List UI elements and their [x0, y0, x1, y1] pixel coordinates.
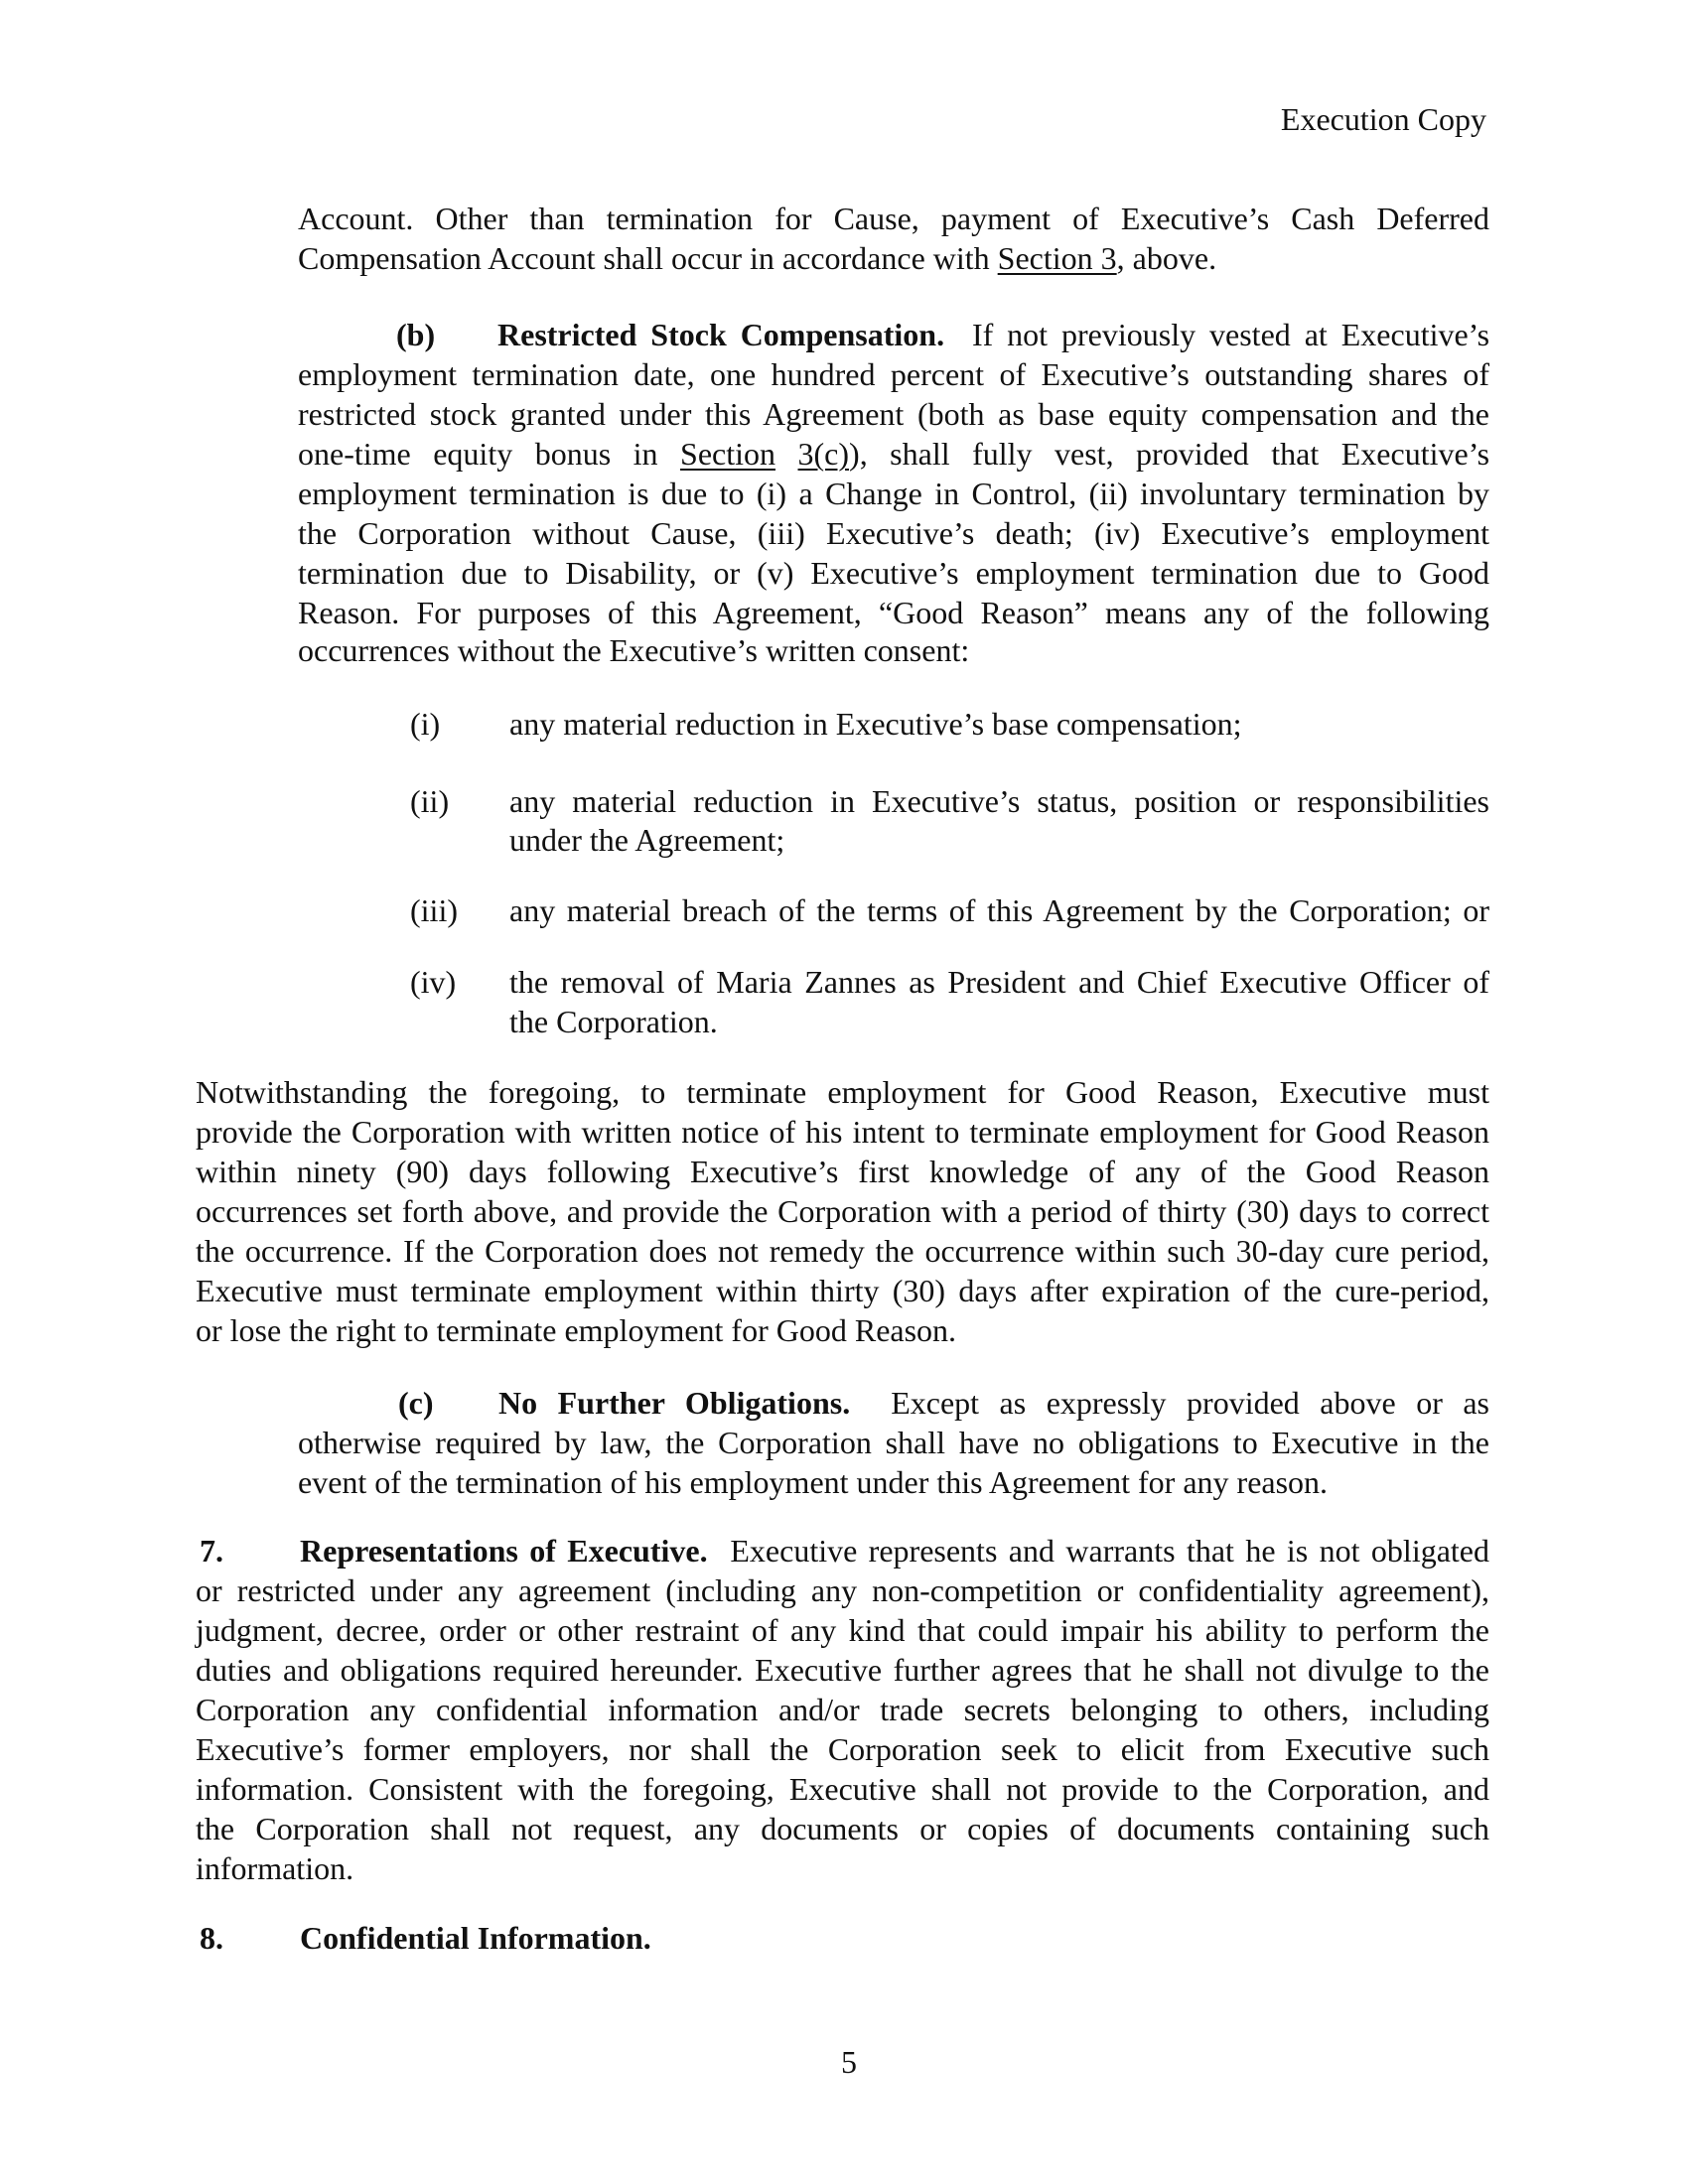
- para-b-label: [396, 315, 435, 354]
- para-c-marker: (c): [398, 1385, 434, 1421]
- section-7-line-8: the Corporation shall not request, any documents or copies of documents containing such: [196, 1811, 1489, 1846]
- para-c-label: [398, 1383, 434, 1423]
- para-b-line-1-rest: If not previously vested at Executive’s: [971, 317, 1490, 352]
- notwithstanding-line-7: or lose the right to terminate employment for Good Reason.: [196, 1312, 957, 1348]
- notwithstanding-line-4: occurrences set forth above, and provide the Corporation with a period of thirty (30) days to correct: [196, 1193, 1489, 1229]
- execution-copy-label: Execution Copy: [1280, 101, 1486, 137]
- section-8-heading: [300, 1918, 651, 1958]
- para-b-heading-punct: .: [936, 317, 945, 352]
- para-b-marker: (b): [396, 317, 436, 352]
- list-item-iii-line-1: any material breach of the terms of this Agreement by the Corporation; or: [509, 892, 1489, 928]
- notwithstanding-line-2: provide the Corporation with written notice of his intent to terminate employment for Good Reason: [196, 1114, 1489, 1150]
- list-marker-iii: (iii): [410, 892, 458, 928]
- para-c-heading: No Further Obligations.: [498, 1385, 851, 1421]
- section-7-line-9: information.: [196, 1850, 354, 1886]
- list-marker-i: (i): [410, 706, 441, 742]
- para-b-line-4-pre: one-time equity bonus in: [298, 436, 658, 472]
- section-8-heading-text: Confidential Information.: [300, 1920, 651, 1956]
- section-7-number-text: 7.: [200, 1533, 223, 1569]
- notwithstanding-line-6: Executive must terminate employment within thirty (30) days after expiration of the cure-period,: [196, 1273, 1489, 1308]
- list-item-i-line-1: any material reduction in Executive’s base compensation;: [509, 706, 1242, 742]
- list-item-ii-line-2: under the Agreement;: [509, 822, 785, 858]
- para-b-line-1: [497, 315, 1489, 354]
- notwithstanding-line-3: within ninety (90) days following Executive’s first knowledge of any of the Good Reason: [196, 1154, 1489, 1189]
- section-3-reference: Section 3: [997, 240, 1117, 276]
- section-7-heading: Representations of Executive.: [300, 1533, 708, 1569]
- para-b-heading: Restricted Stock Compensation: [497, 317, 937, 352]
- section-7-number: [200, 1531, 223, 1570]
- section-8-number: [200, 1918, 223, 1958]
- section-7-line-6: Executive’s former employers, nor shall the Corporation seek to elicit from Executive such: [196, 1731, 1489, 1767]
- para-b-line-6: the Corporation without Cause, (iii) Executive’s death; (iv) Executive’s employment: [298, 515, 1489, 551]
- section-8-number-text: 8.: [200, 1920, 223, 1956]
- para-b-line-2: employment termination date, one hundred percent of Executive’s outstanding shares of: [298, 356, 1489, 392]
- page-number: 5: [841, 2044, 857, 2080]
- list-item-ii-line-1: any material reduction in Executive’s status, position or responsibilities: [509, 783, 1489, 819]
- section-3c-reference: 3(c): [797, 436, 850, 472]
- section-7-line-5: Corporation any confidential information and/or trade secrets belonging to others, including: [196, 1692, 1489, 1727]
- para-b-line-8: Reason. For purposes of this Agreement, “Good Reason” means any of the following: [298, 595, 1489, 630]
- notwithstanding-line-1: Notwithstanding the foregoing, to terminate employment for Good Reason, Executive must: [196, 1074, 1489, 1110]
- list-marker-iv: (iv): [410, 964, 457, 1000]
- para-c-line-1-rest: Except as expressly provided above or as: [891, 1385, 1490, 1421]
- para-b-line-4: [298, 434, 1489, 474]
- para-a-tail: , above.: [1116, 240, 1217, 276]
- para-b-line-7: termination due to Disability, or (v) Executive’s employment termination due to Good: [298, 555, 1489, 591]
- section-7-line-1-rest: Executive represents and warrants that he is not obligated: [730, 1533, 1490, 1569]
- section-7-line-3: judgment, decree, order or other restraint of any kind that could impair his ability to perform the: [196, 1612, 1489, 1648]
- section-7-line-2: or restricted under any agreement (including any non-competition or confidentiality agreement),: [196, 1572, 1489, 1608]
- para-b-line-9: occurrences without the Executive’s written consent:: [298, 632, 970, 668]
- section-reference: Section: [680, 436, 776, 472]
- para-a-line-2: [298, 238, 1489, 278]
- para-a-line-2-text: Compensation Account shall occur in accordance with: [298, 240, 990, 276]
- para-b-line-3: restricted stock granted under this Agreement (both as base equity compensation and the: [298, 396, 1489, 432]
- section-7-line-1: [300, 1531, 1489, 1570]
- para-c-line-1: [498, 1383, 1489, 1423]
- para-a-line-1: Account. Other than termination for Cause, payment of Executive’s Cash Deferred: [298, 201, 1489, 236]
- section-7-line-7: information. Consistent with the foregoing, Executive shall not provide to the Corporation, and: [196, 1771, 1489, 1807]
- list-item-iv-line-1: the removal of Maria Zannes as President and Chief Executive Officer of: [509, 964, 1489, 1000]
- para-b-line-5: employment termination is due to (i) a Change in Control, (ii) involuntary termination by: [298, 476, 1489, 511]
- para-c-line-3: event of the termination of his employment under this Agreement for any reason.: [298, 1464, 1329, 1500]
- para-b-line-4-post: ), shall fully vest, provided that Executive’s: [849, 436, 1490, 472]
- section-7-line-4: duties and obligations required hereunder. Executive further agrees that he shall not divulge to the: [196, 1652, 1489, 1688]
- para-c-line-2: otherwise required by law, the Corporation shall have no obligations to Executive in the: [298, 1425, 1489, 1460]
- notwithstanding-line-5: the occurrence. If the Corporation does not remedy the occurrence within such 30-day cure period,: [196, 1233, 1489, 1269]
- list-item-iv-line-2: the Corporation.: [509, 1004, 718, 1039]
- list-marker-ii: (ii): [410, 783, 450, 819]
